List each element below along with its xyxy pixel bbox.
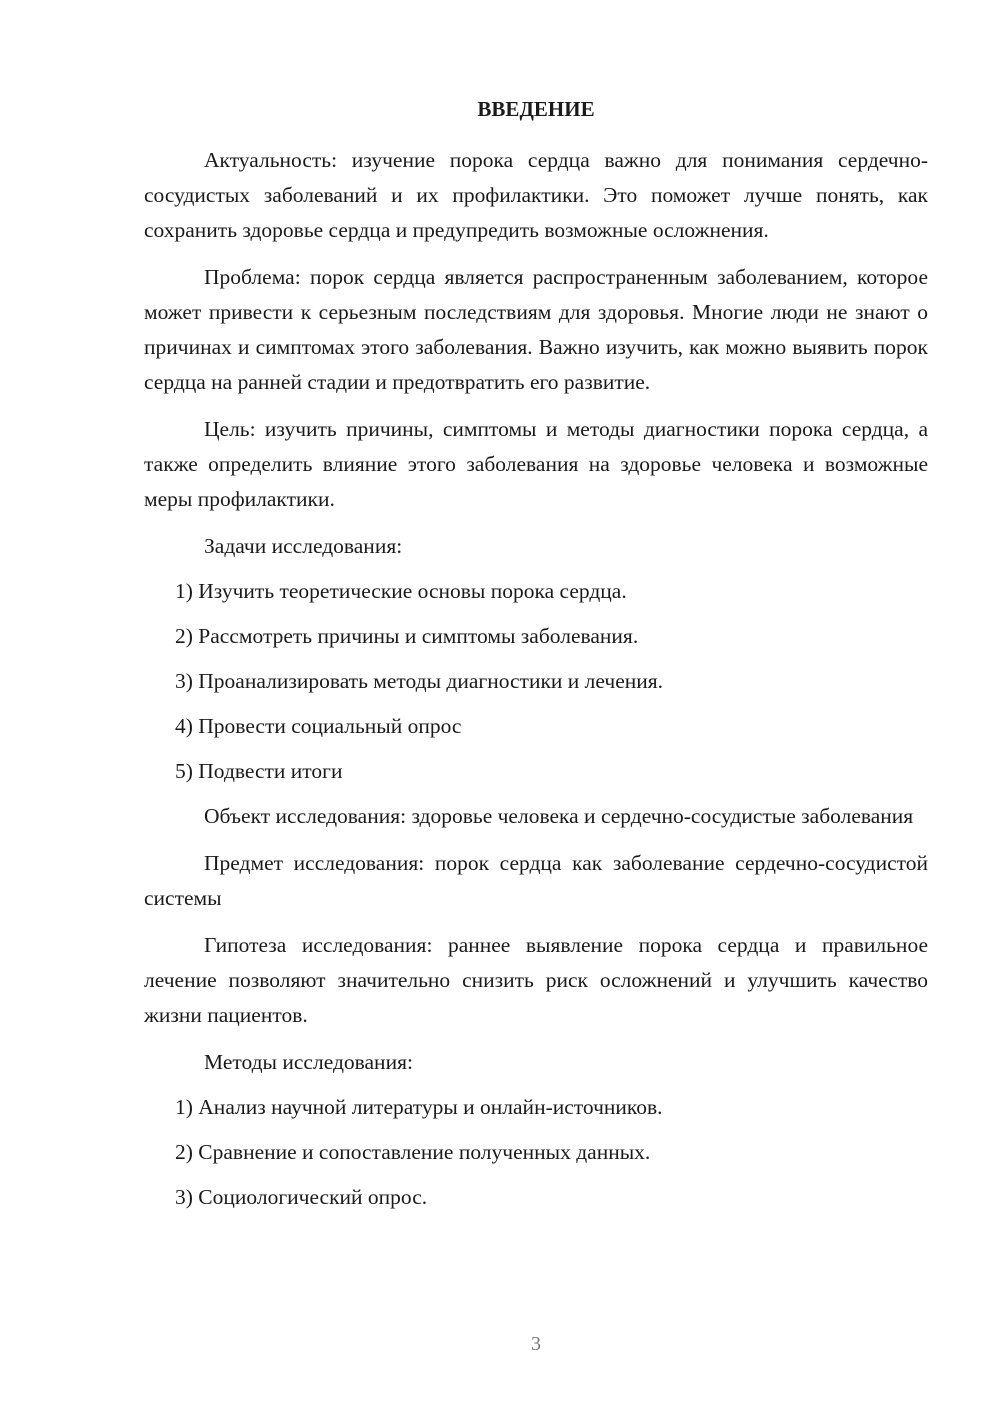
task-item: 5) Подвести итоги: [175, 759, 343, 783]
methods-list: [144, 1090, 928, 1215]
page-number: 3: [531, 1333, 541, 1355]
subject-paragraph: Предмет исследования: порок сердца как заболевание сердечно-сосудистой системы: [144, 851, 928, 910]
task-item: 4) Провести социальный опрос: [175, 714, 462, 738]
method-item: 1) Анализ научной литературы и онлайн-источников.: [175, 1095, 663, 1119]
task-item: 2) Рассмотреть причины и симптомы заболевания.: [175, 624, 639, 648]
method-item: 2) Сравнение и сопоставление полученных данных.: [175, 1140, 651, 1164]
section-title: ВВЕДЕНИЕ: [477, 97, 595, 121]
tasks-list: [144, 574, 928, 789]
task-item: 3) Проанализировать методы диагностики и лечения.: [175, 669, 664, 693]
object-paragraph: Объект исследования: здоровье человека и сердечно-сосудистые заболевания: [204, 804, 914, 828]
page-content: [144, 92, 928, 1225]
hypothesis-paragraph: Гипотеза исследования: раннее выявление порока сердца и правильное лечение позволяют значительно снизить риск осложнений и улучшить качество жизни пациентов.: [144, 933, 928, 1027]
goal-paragraph: Цель: изучить причины, симптомы и методы диагностики порока сердца, а также определить влияние этого заболевания на здоровье человека и возможные меры профилактики.: [144, 417, 928, 511]
method-item: 3) Социологический опрос.: [175, 1185, 428, 1209]
problem-paragraph: Проблема: порок сердца является распространенным заболеванием, которое может привести к серьезным последствиям для здоровья. Многие люди не знают о причинах и симптомах этого заболевания. Важно изучить, как можно выявить порок сердца на ранней стадии и предотвратить его развитие.: [144, 265, 928, 394]
methods-label: Методы исследования:: [204, 1050, 413, 1074]
relevance-paragraph: Актуальность: изучение порока сердца важно для понимания сердечно-сосудистых заболеваний и их профилактики. Это поможет лучше понять, как сохранить здоровье сердца и предупредить возможные осложнения.: [144, 148, 928, 242]
tasks-label: Задачи исследования:: [204, 534, 403, 558]
task-item: 1) Изучить теоретические основы порока сердца.: [175, 579, 627, 603]
